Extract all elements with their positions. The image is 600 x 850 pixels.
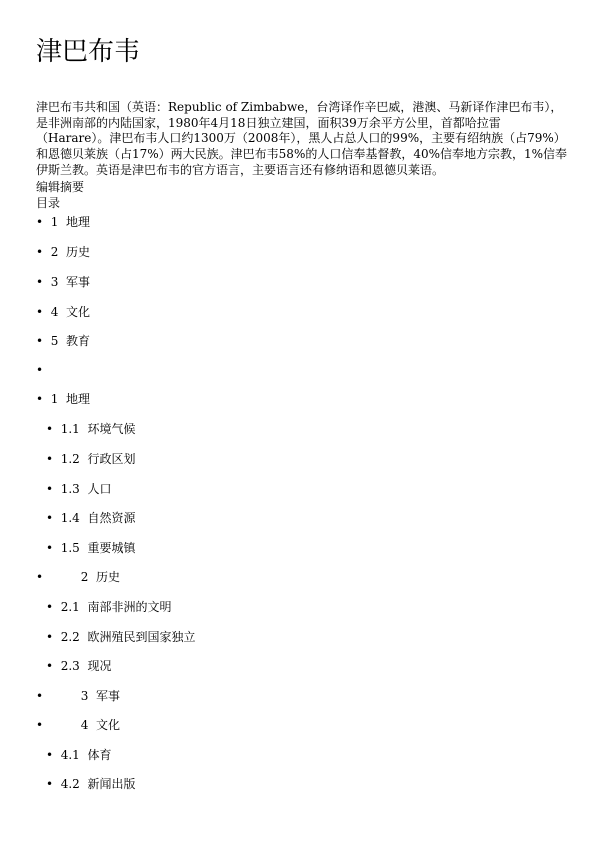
bullet-icon: • xyxy=(36,392,44,406)
bullet-icon: • xyxy=(36,305,44,319)
bullet-icon: • xyxy=(46,777,54,791)
toc-detail-item[interactable] xyxy=(46,659,111,674)
bullet-icon: • xyxy=(46,422,54,436)
toc-number: 1.3 xyxy=(60,482,80,496)
toc-detail-item[interactable] xyxy=(46,452,135,467)
toc-text: 地理 xyxy=(66,215,91,229)
bullet-icon: • xyxy=(36,363,44,377)
toc-number: 1.4 xyxy=(60,511,80,525)
toc-number: 1.5 xyxy=(60,541,80,555)
bullet-icon: • xyxy=(46,452,54,466)
toc-text: 历史 xyxy=(66,245,91,259)
bullet-icon: • xyxy=(36,689,44,703)
bullet-icon: • xyxy=(46,482,54,496)
toc-text: 体育 xyxy=(87,748,112,762)
bullet-icon: • xyxy=(46,630,54,644)
bullet-icon: • xyxy=(46,748,54,762)
toc-number: 3 xyxy=(50,275,59,289)
toc-number: 4.1 xyxy=(60,748,80,762)
toc-empty-item xyxy=(36,363,43,378)
toc-detail-item[interactable] xyxy=(46,748,111,763)
bullet-icon: • xyxy=(36,245,44,259)
toc-heading: 目录 xyxy=(36,196,61,210)
bullet-icon: • xyxy=(36,718,44,732)
toc-top-item-2[interactable] xyxy=(36,245,90,260)
toc-detail-item[interactable] xyxy=(46,422,135,437)
toc-text: 欧洲殖民到国家独立 xyxy=(87,630,196,644)
edit-summary-link[interactable]: 编辑摘要 xyxy=(36,180,85,194)
toc-text: 自然资源 xyxy=(87,511,136,525)
toc-detail-item[interactable] xyxy=(46,630,195,645)
toc-detail-item[interactable] xyxy=(46,777,135,792)
toc-number: 1 xyxy=(50,392,59,406)
toc-detail-item[interactable] xyxy=(36,392,90,407)
toc-number: 2.1 xyxy=(60,600,80,614)
toc-number: 3 xyxy=(80,689,89,703)
toc-detail-item[interactable] xyxy=(36,718,120,733)
toc-top-item-3[interactable] xyxy=(36,275,90,290)
toc-text: 行政区划 xyxy=(87,452,136,466)
toc-text: 军事 xyxy=(66,275,91,289)
toc-text: 文化 xyxy=(96,718,121,732)
toc-number: 4 xyxy=(50,305,59,319)
toc-number: 2.3 xyxy=(60,659,80,673)
toc-number: 4.2 xyxy=(60,777,80,791)
bullet-icon: • xyxy=(46,511,54,525)
toc-text: 人口 xyxy=(87,482,112,496)
toc-text: 历史 xyxy=(96,570,121,584)
toc-text: 新闻出版 xyxy=(87,777,136,791)
toc-number: 5 xyxy=(50,334,59,348)
toc-top-item-5[interactable] xyxy=(36,334,90,349)
toc-number: 1.2 xyxy=(60,452,80,466)
toc-detail-item[interactable] xyxy=(46,482,111,497)
toc-number: 2 xyxy=(80,570,89,584)
bullet-icon: • xyxy=(36,275,44,289)
bullet-icon: • xyxy=(46,541,54,555)
bullet-icon: • xyxy=(36,215,44,229)
toc-text: 文化 xyxy=(66,305,91,319)
intro-paragraph: 津巴布韦共和国（英语：Republic of Zimbabwe，台湾译作辛巴威，港澳、马新译作津巴布韦），是非洲南部的内陆国家，1980年4月18日独立建国，面积39万余平方公里，首都哈拉雷（Harare）。津巴布韦人口约1300万（2008年），黑人占总人口的99%，主要有绍纳族（占79%）和恩德贝莱族（占17%）两大民族。津巴布韦58%的人口信奉基督教，40%信奉地方宗教，1%信奉伊斯兰教。英语是津巴布韦的官方语言，主要语言还有修纳语和恩德贝莱语。 xyxy=(36,100,568,177)
bullet-icon: • xyxy=(46,600,54,614)
toc-detail-item[interactable] xyxy=(36,689,120,704)
bullet-icon: • xyxy=(36,570,44,584)
toc-top-item-1[interactable] xyxy=(36,215,90,230)
toc-number: 4 xyxy=(80,718,89,732)
toc-number: 2.2 xyxy=(60,630,80,644)
toc-text: 环境气候 xyxy=(87,422,136,436)
toc-text: 教育 xyxy=(66,334,91,348)
toc-detail-item[interactable] xyxy=(46,511,135,526)
bullet-icon: • xyxy=(36,334,44,348)
toc-detail-item[interactable] xyxy=(46,541,135,556)
page-title: 津巴布韦 xyxy=(36,37,141,67)
toc-number: 1.1 xyxy=(60,422,80,436)
toc-text: 地理 xyxy=(66,392,91,406)
toc-detail-item[interactable] xyxy=(46,600,171,615)
toc-detail-item[interactable] xyxy=(36,570,120,585)
toc-number: 2 xyxy=(50,245,59,259)
toc-top-item-4[interactable] xyxy=(36,305,90,320)
toc-number: 1 xyxy=(50,215,59,229)
toc-text: 军事 xyxy=(96,689,121,703)
toc-text: 现况 xyxy=(87,659,112,673)
toc-text: 南部非洲的文明 xyxy=(87,600,172,614)
bullet-icon: • xyxy=(46,659,54,673)
toc-text: 重要城镇 xyxy=(87,541,136,555)
